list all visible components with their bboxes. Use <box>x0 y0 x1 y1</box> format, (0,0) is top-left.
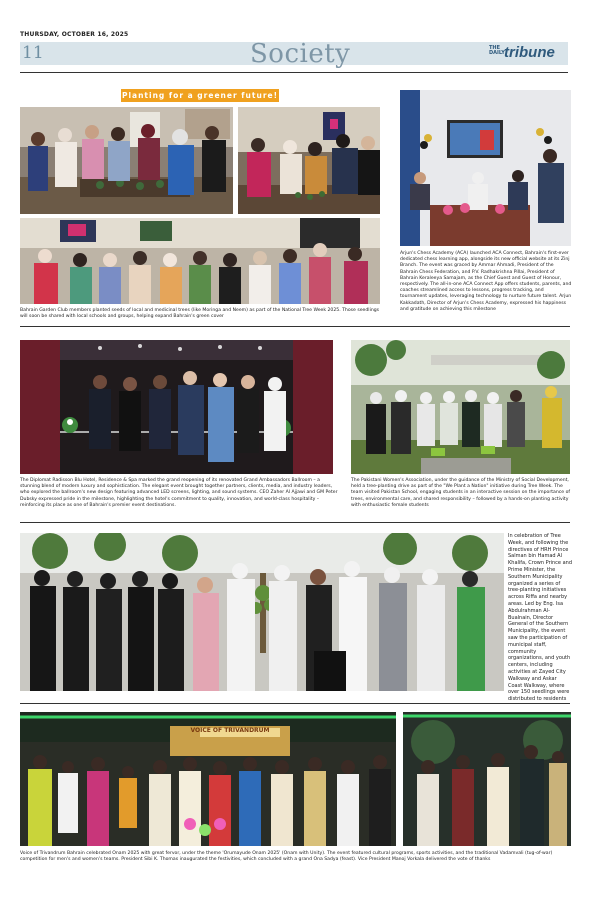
garden-club-group-photo <box>20 218 380 304</box>
garden-club-photo-2 <box>238 107 380 214</box>
southern-municipality-photo <box>20 533 504 691</box>
garden-club-photo-1 <box>20 107 233 214</box>
event-banner-text: VOICE OF TRIVANDRUM <box>190 727 270 734</box>
section-divider <box>20 326 570 327</box>
section-title: Society <box>250 39 351 69</box>
ballroom-reopening-photo <box>20 340 333 474</box>
story-caption: Voice of Trivandrum Bahrain celebrated Onam 2025 with great fervor, under the theme 'Orumayude Onam 2025' (Onam with Unity). The event featured cultural programs, sports activities, and the traditional Vadamvali (tug-of-war) competition for men's and women's teams. President Sibi K. Thomas inaugurated the festivities, which concluded with a grand Ona Sadya (feast). Vice President Manoj Vorkala delivered the vote of thanks <box>20 851 553 863</box>
story-caption: Bahrain Garden Club members planted seeds of local and medicinal trees (like Moringa and Neem) as part of the National Tree Week 2025. Those seedlings will soon be shared with local schools and groups, helping expand Bahrain's green cover <box>20 308 380 320</box>
story-caption: Arjun's Chess Academy (ACA) launched ACA Connect, Bahrain's first-ever dedicated chess learning app, alongside its new official website at its Zinj Branch. The event was graced by Ammar Ahmadi, President of the Bahrain Chess Federation, and P.V. Radhakrishna Pillai, President of Bahrain Keraleeya Samajam, as the Chief Guest and Guest of Honour, respectively. The all-in-one ACA Connect App offers students, parents, and coaches streamlined access to lessons, progress tracking, and tournament updates, leveraging technology to nurture future talent. Arjun Kakkadath, Director of Arjun's Chess Academy, expressed his happiness and gratitude on achieving this milestone <box>400 251 572 312</box>
chess-academy-photo <box>400 90 571 246</box>
section-divider <box>20 522 570 523</box>
header-divider <box>20 72 568 73</box>
onam-celebration-photo <box>20 712 396 846</box>
issue-date: THURSDAY, OCTOBER 16, 2025 <box>20 31 129 38</box>
tree-planting-school-photo <box>351 340 570 474</box>
story-caption: In celebration of Tree Week, and following the directives of HRH Prince Salman bin Hamad Al Khalifa, Crown Prince and Prime Minister, the Southern Municipality organized a series of tree-planting initiatives across Riffa and nearby areas. Led by Eng. Isa Abdulrahman Al-Bualnain, Director General of the Southern Municipality, the event saw the participation of municipal staff, community organizations, and youth centers, including activities at Zayed City Walkway and Askar Coast Walkway, where over 150 seedlings were distributed to residents <box>508 533 572 703</box>
section-divider <box>20 703 570 704</box>
page-number: 11 <box>22 43 44 63</box>
story-caption: The Pakistani Women's Association, under the guidance of the Ministry of Social Development, held a tree-planting drive as part of the "We Plant a Nation" initiative during Tree Week. The team visited Pakistan School, engaging students in an interactive session on the importance of trees, environmental care, and shared responsibility – followed by a hands-on planting activity with enthusiastic female students <box>351 478 571 508</box>
logo-prefix: THE DAILY <box>489 45 505 56</box>
newspaper-logo: tribune <box>504 44 555 61</box>
story-caption: The Diplomat Radisson Blu Hotel, Residence & Spa marked the grand reopening of its renovated Grand Ambassadors Ballroom – a stunning blend of modern luxury and sophistication. The elegant event brought together partners, clients, media, and industry leaders, who explored the ballroom's new design featuring advanced LED screens, lighting, and sound systems. CEO Zaher Al Ajjawi and GM Peter Dubsky expressed pride in the milestone, highlighting the hotel's commitment to quality, innovation, and world-class hospitality – reinforcing its place as one of Bahrain's premier event destinations. <box>20 478 338 508</box>
onam-guests-photo <box>403 712 571 846</box>
story-banner: Planting for a greener future! <box>121 91 279 100</box>
